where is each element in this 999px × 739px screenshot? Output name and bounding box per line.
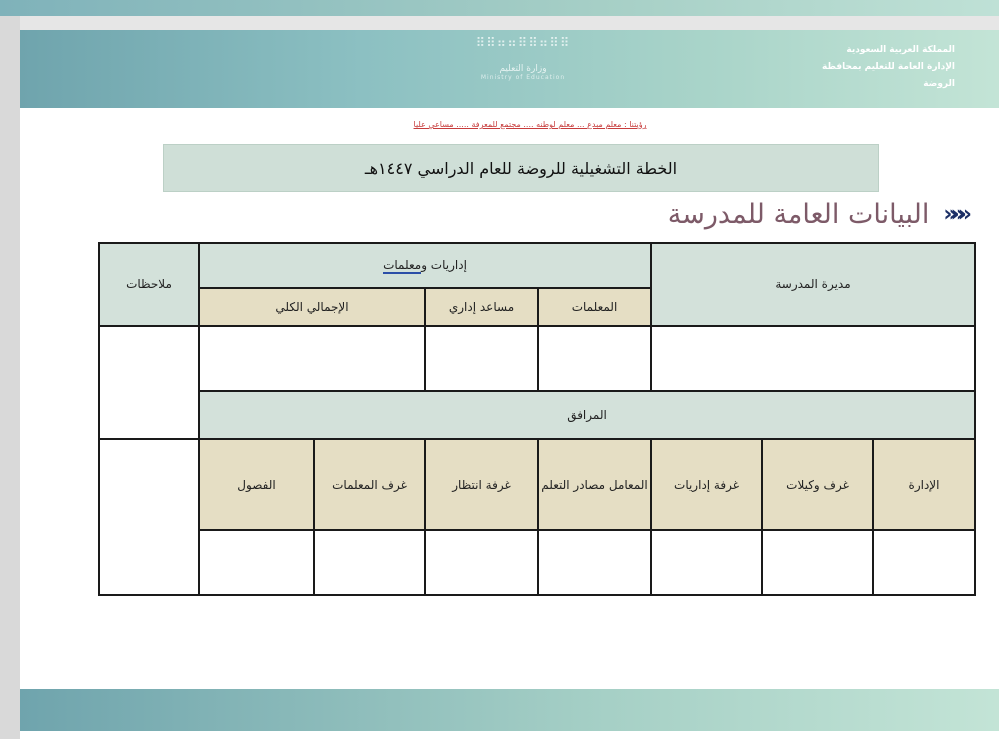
header-band <box>20 30 999 108</box>
staff-group-part1: إداريات و <box>421 258 467 273</box>
facilities-header: المرافق <box>199 391 975 440</box>
staff-group-part2: معلمات <box>383 258 422 273</box>
plan-title: الخطة التشغيلية للروضة للعام الدراسي ١٤٤٧هـ <box>163 144 879 192</box>
facility-teachers-rooms: غرف المعلمات <box>314 439 425 530</box>
kingdom-line-2: الإدارة العامة للتعليم بمحافظة <box>822 62 955 72</box>
facility-value-cell <box>651 530 762 595</box>
admin-assistant-col-header: مساعد إداري <box>425 288 538 326</box>
ministry-logo <box>438 36 608 96</box>
kingdom-text <box>775 42 955 93</box>
document-page <box>20 30 999 739</box>
left-gutter <box>0 16 20 739</box>
logo-icon: ⠿⠿⠶⠶⠿⠿⠶⠿⠿ <box>475 36 571 51</box>
staff-group-header <box>199 243 651 288</box>
notes-header: ملاحظات <box>99 243 199 326</box>
facility-classrooms: الفصول <box>199 439 314 530</box>
slide-gap <box>0 16 999 30</box>
admin-assistant-cell <box>425 326 538 391</box>
teachers-cell <box>538 326 651 391</box>
chevrons-icon: ««« <box>943 201 965 227</box>
facility-value-cell <box>762 530 873 595</box>
notes-cell-2 <box>99 439 199 595</box>
vision-line: رؤيتنا : معلم مبدع ... معلم لوطنه .... مجتمع للمعرفة ..... مساعي عليا <box>413 120 647 129</box>
principal-cell <box>651 326 975 391</box>
section-heading <box>668 194 965 234</box>
facility-admins-room: غرفة إداريات <box>651 439 762 530</box>
section-title: البيانات العامة للمدرسة <box>667 198 930 230</box>
facility-value-cell <box>873 530 975 595</box>
total-col-header: الإجمالي الكلي <box>199 288 425 326</box>
facility-admin: الإدارة <box>873 439 975 530</box>
facility-value-cell <box>314 530 425 595</box>
kingdom-line-1: المملكة العربية السعودية <box>846 45 955 55</box>
facility-value-cell <box>425 530 538 595</box>
previous-slide-strip <box>0 0 999 16</box>
facility-deputies: غرف وكيلات <box>762 439 873 530</box>
facility-value-cell <box>538 530 651 595</box>
ministry-name-en: Ministry of Education <box>480 74 566 81</box>
facility-value-cell <box>199 530 314 595</box>
facility-waiting: غرفة انتظار <box>425 439 538 530</box>
facility-labs: المعامل مصادر التعلم <box>538 439 651 530</box>
ministry-name-ar: وزارة التعليم <box>499 64 547 74</box>
school-data-table <box>98 242 976 596</box>
notes-cell-1 <box>99 326 199 439</box>
principal-header: مديرة المدرسة <box>651 243 975 326</box>
total-cell <box>199 326 425 391</box>
kingdom-line-3: الروضة <box>923 79 955 89</box>
teachers-col-header: المعلمات <box>538 288 651 326</box>
footer-band <box>20 689 999 731</box>
